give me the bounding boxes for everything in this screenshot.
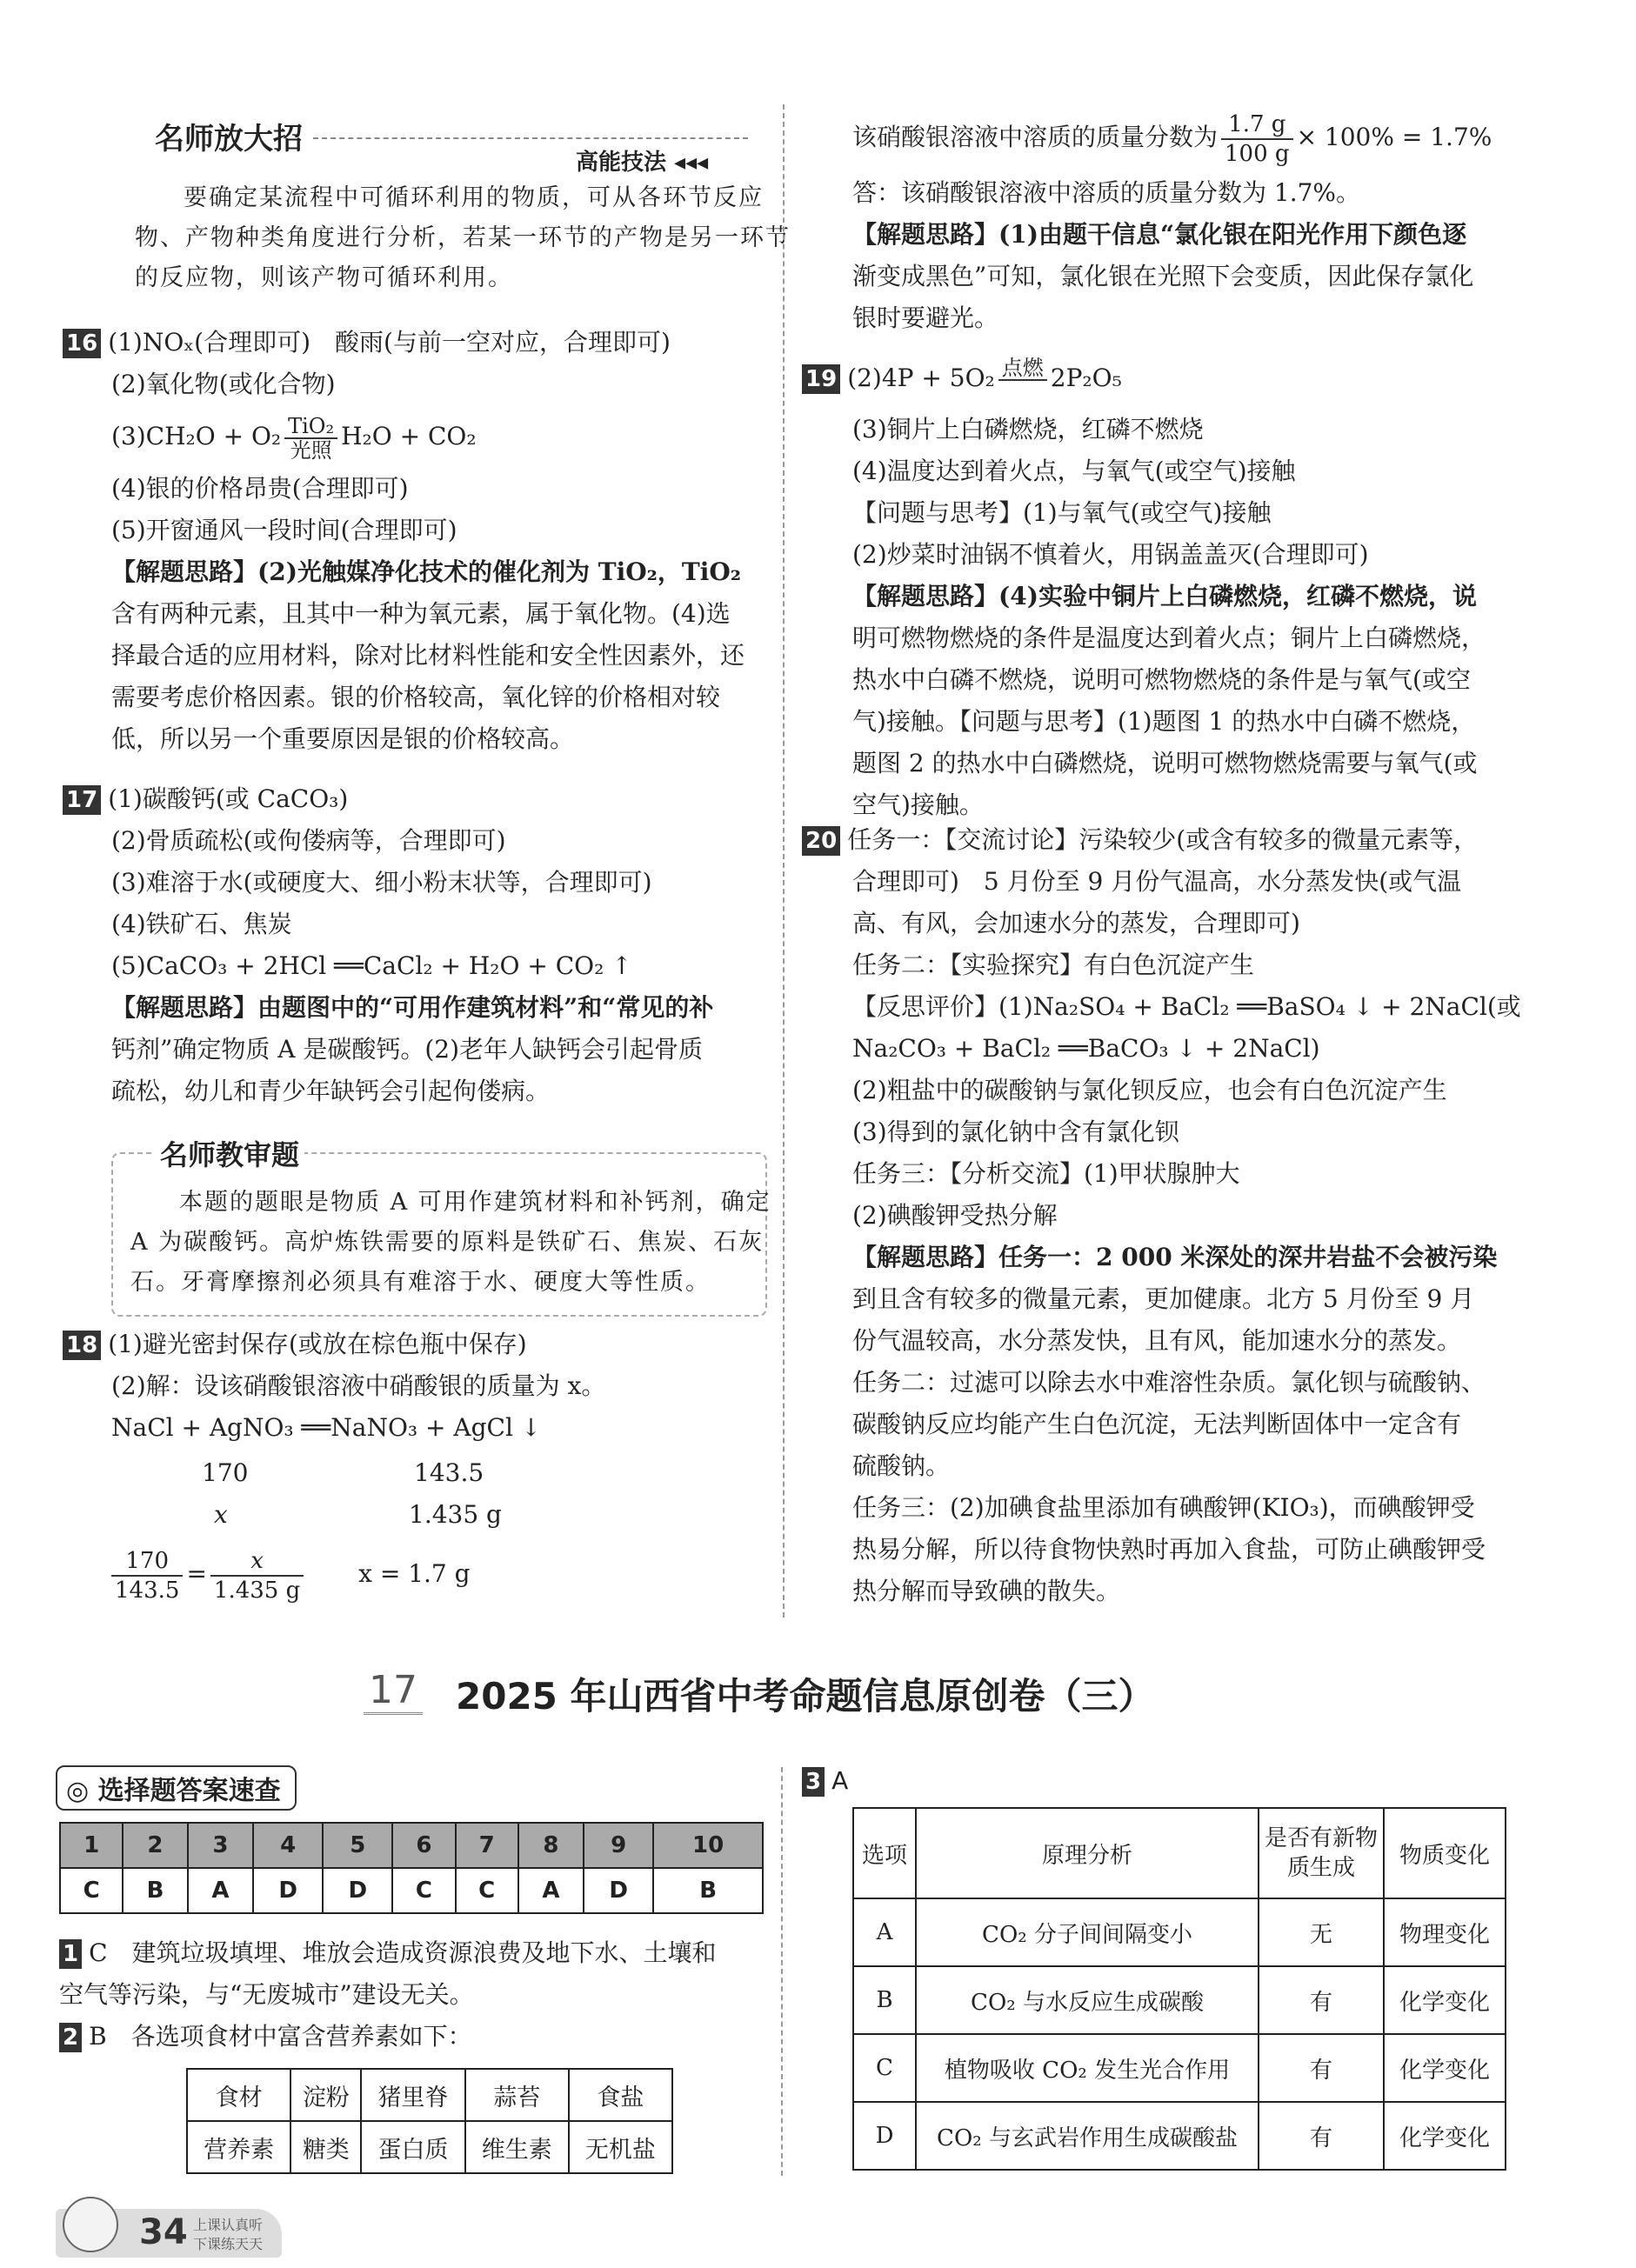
q16-line: (4)银的价格昂贵(合理即可) — [111, 474, 409, 503]
grid-answer: D — [253, 1868, 323, 1913]
grid-num: 2 — [123, 1823, 188, 1868]
q3-cell: 选项 — [853, 1808, 916, 1898]
q17-analysis-line: 【解题思路】由题图中的“可用作建筑材料”和“常见的补 — [111, 993, 714, 1022]
nutrient-row — [187, 2121, 672, 2173]
q3-cell: 植物吸收 CO₂ 发生光合作用 — [916, 2034, 1259, 2102]
tag-icon: ◎ — [66, 1776, 98, 1806]
q20-line: (3)得到的氯化钠中含有氯化钡 — [852, 1117, 1179, 1146]
answer-grid — [59, 1822, 764, 1914]
footer-slogan: 上课认真听 — [193, 2217, 264, 2233]
q16-analysis-line: 【解题思路】(2)光触媒净化技术的催化剂为 TiO₂，TiO₂ — [111, 557, 741, 586]
exam-line: 石。牙膏摩擦剂必须具有难溶于水、硬度大等性质。 — [130, 1269, 711, 1296]
equals: = — [186, 1559, 207, 1588]
nutrient-table — [186, 2068, 673, 2174]
q18-line: (2)解：设该硝酸银溶液中硝酸银的质量为 x。 — [111, 1371, 606, 1400]
q16-analysis-line: 需要考虑价格因素。银的价格较高，氧化锌的价格相对较 — [111, 683, 721, 711]
frac-bottom: 100 g — [1225, 140, 1290, 167]
q20-analysis-line: 硫酸钠。 — [852, 1451, 951, 1480]
q1-line: 空气等污染，与“无废城市”建设无关。 — [59, 1980, 474, 2009]
nutrient-cell: 食盐 — [569, 2069, 672, 2121]
grid-num: 9 — [584, 1823, 653, 1868]
q18-ratio-2b: 1.435 g — [409, 1500, 502, 1529]
grid-answer: A — [518, 1868, 584, 1913]
q3-number: 3 — [802, 1767, 825, 1797]
q19-line: (2)炒菜时油锅不慎着火，用锅盖盖灭(合理即可) — [852, 540, 1369, 569]
eq-catalyst: TiO₂ — [284, 415, 337, 439]
exam-title: 名师教审题 — [155, 1133, 304, 1173]
exam-line: A 为碳酸钙。高炉炼铁需要的原料是铁矿石、焦炭、石灰 — [130, 1229, 765, 1256]
exam-line: 本题的题眼是物质 A 可用作建筑材料和补钙剂，确定 — [179, 1189, 771, 1216]
q20-number: 20 — [802, 826, 840, 856]
r-analysis-line: 银时要避光。 — [852, 304, 999, 332]
eq-left: (2)4P + 5O₂ — [847, 364, 995, 392]
q18-ratio-2a: x — [214, 1500, 228, 1529]
answer-grid-row — [60, 1868, 763, 1913]
bottom-left-block — [59, 1932, 717, 2058]
q3-row — [853, 2102, 1506, 2170]
footer-slogan: 下课练天天 — [193, 2236, 264, 2252]
q3-cell: D — [853, 2102, 916, 2170]
nutrient-cell: 猪里脊 — [361, 2069, 464, 2121]
q17-analysis-line: 疏松，幼儿和青少年缺钙会引起佝偻病。 — [111, 1077, 551, 1105]
q3-cell: 化学变化 — [1384, 1966, 1506, 2034]
q19-line: 【问题与思考】(1)与氧气(或空气)接触 — [852, 498, 1272, 527]
q20-line: (2)粗盐中的碳酸钠与氯化钡反应，也会有白色沉淀产生 — [852, 1076, 1447, 1104]
r1-text: 该硝酸银溶液中溶质的质量分数为 — [852, 123, 1219, 151]
q19-analysis-line: 热水中白磷不燃烧，说明可燃物燃烧的条件是与氧气(或空 — [852, 665, 1471, 694]
grid-num: 6 — [392, 1823, 455, 1868]
eq-right: H₂O + CO₂ — [341, 422, 477, 450]
q20-line: 任务三：【分析交流】(1)甲状腺肿大 — [852, 1159, 1240, 1188]
grid-num: 8 — [518, 1823, 584, 1868]
grid-answer: D — [584, 1868, 653, 1913]
q16-equation — [63, 405, 745, 468]
tip-line: 物、产物种类角度进行分析，若某一环节的产物是另一环节 — [135, 224, 791, 251]
grid-num: 10 — [653, 1823, 763, 1868]
section-number: 17 — [364, 1668, 423, 1715]
nutrient-cell: 蛋白质 — [361, 2121, 464, 2173]
page-number: 34 — [139, 2212, 188, 2252]
nutrient-cell: 淀粉 — [290, 2069, 361, 2121]
q3-row — [853, 2034, 1506, 2102]
q17-line: (3)难溶于水(或硬度大、细小粉末状等，合理即可) — [111, 868, 652, 897]
q20-analysis-line: 任务三：(2)加碘食盐里添加有碘酸钾(KIO₃)，而碘酸钾受 — [852, 1493, 1475, 1522]
q18-result: x = 1.7 g — [358, 1559, 471, 1588]
q20-analysis-line: 份气温较高，水分蒸发快，且有风，能加速水分的蒸发。 — [852, 1326, 1462, 1355]
q3-cell: B — [853, 1966, 916, 2034]
q1-line: C 建筑垃圾填埋、堆放会造成资源浪费及地下水、土壤和 — [89, 1938, 717, 1967]
r-line: 答：该硝酸银溶液中溶质的质量分数为 1.7%。 — [852, 178, 1361, 207]
grid-answer: B — [653, 1868, 763, 1913]
q17-line: (1)碳酸钙(或 CaCO₃) — [108, 784, 349, 813]
grid-num: 7 — [456, 1823, 518, 1868]
q20-line: 任务一：【交流讨论】污染较少(或含有较多的微量元素等， — [847, 825, 1479, 854]
q20-line: 高、有风，会加速水分的蒸发，合理即可) — [852, 909, 1300, 937]
tip-line: 的反应物，则该产物可循环利用。 — [135, 264, 513, 291]
grid-answer: D — [323, 1868, 392, 1913]
q3-cell: 有 — [1259, 2034, 1384, 2102]
q3-table — [852, 1807, 1506, 2171]
q17-number: 17 — [63, 785, 101, 815]
q17-line: (2)骨质疏松(或佝偻病等，合理即可) — [111, 826, 506, 855]
grid-num: 3 — [188, 1823, 253, 1868]
q20-analysis-line: 【解题思路】任务一：2 000 米深处的深井岩盐不会被污染 — [852, 1243, 1498, 1271]
q3-cell: A — [853, 1898, 916, 1966]
q20-line: 任务二：【实验探究】有白色沉淀产生 — [852, 951, 1255, 979]
tip-subtitle: 高能技法 ◂◂◂ — [576, 150, 709, 176]
q3-cell: CO₂ 与水反应生成碳酸 — [916, 1966, 1259, 2034]
q19-analysis-line: 空气)接触。 — [852, 790, 984, 819]
q20-analysis-line: 碳酸钠反应均能产生白色沉淀，无法判断固体中一定含有 — [852, 1410, 1462, 1438]
q18-proportion — [108, 1539, 471, 1609]
tip-line: 要确定某流程中可循环利用的物质，可从各环节反应 — [184, 184, 764, 211]
q18-continued — [852, 103, 1492, 172]
q19-analysis-line: 题图 2 的热水中白磷燃烧，说明可燃物燃烧需要与氧气(或 — [852, 749, 1478, 777]
q18-block — [63, 1324, 605, 1449]
q17-line: (5)CaCO₃ + 2HCl ══CaCl₂ + H₂O + CO₂ ↑ — [111, 951, 632, 980]
q16-analysis-line: 含有两种元素，且其中一种为氧元素，属于氧化物。(4)选 — [111, 599, 731, 628]
q2-number: 2 — [59, 2023, 82, 2052]
exam-text — [130, 1183, 771, 1303]
q3-cell: C — [853, 2034, 916, 2102]
nutrient-cell: 蒜苔 — [465, 2069, 569, 2121]
q3-cell: 化学变化 — [1384, 2034, 1506, 2102]
r1-result: × 100% = 1.7% — [1296, 123, 1492, 151]
q18-ratio-1b: 143.5 — [414, 1458, 484, 1487]
r-block-1 — [852, 172, 1473, 339]
q16-analysis-line: 低，所以另一个重要原因是银的价格较高。 — [111, 724, 575, 753]
q20-line: (2)碘酸钾受热分解 — [852, 1201, 1058, 1230]
q19-analysis-line: 【解题思路】(4)实验中铜片上白磷燃烧，红磷不燃烧，说 — [852, 582, 1477, 610]
q16-line: (2)氧化物(或化合物) — [111, 370, 336, 398]
q2-line: B 各选项食材中富含营养素如下： — [89, 2022, 472, 2051]
q3-header-row — [853, 1808, 1506, 1898]
section-title: 2025 年山西省中考命题信息原创卷（三） — [456, 1675, 1155, 1718]
q17-analysis-line: 钙剂”确定物质 A 是碳酸钙。(2)老年人缺钙会引起骨质 — [111, 1035, 704, 1064]
quick-title-text: 选择题答案速查 — [97, 1776, 281, 1806]
q3-cell: 原理分析 — [916, 1808, 1259, 1898]
q20-line: Na₂CO₃ + BaCl₂ ══BaCO₃ ↓ + 2NaCl) — [852, 1034, 1320, 1063]
q17-block — [63, 778, 713, 1112]
q19-line: (3)铜片上白磷燃烧，红磷不燃烧 — [852, 415, 1204, 444]
q3-answer: A — [831, 1766, 849, 1795]
q3-cell: CO₂ 分子间间隔变小 — [916, 1898, 1259, 1966]
q18-number: 18 — [63, 1331, 101, 1360]
answer-grid-header — [60, 1823, 763, 1868]
q3-cell: 是否有新物质生成 — [1259, 1808, 1384, 1898]
frac-bottom: 143.5 — [115, 1577, 180, 1604]
eq-condition: 点燃 — [998, 357, 1047, 381]
q20-analysis-line: 热分解而导致碘的散失。 — [852, 1577, 1121, 1605]
q19-block — [802, 348, 1486, 826]
eq-left: (3)CH₂O + O₂ — [111, 422, 282, 450]
q3-cell: 无 — [1259, 1898, 1384, 1966]
q20-line: 【反思评价】(1)Na₂SO₄ + BaCl₂ ══BaSO₄ ↓ + 2NaCl(或 — [852, 992, 1521, 1021]
q18-line: (1)避光密封保存(或放在棕色瓶中保存) — [108, 1330, 527, 1358]
nutrient-cell: 维生素 — [465, 2121, 569, 2173]
tip-title: 名师放大招 — [155, 122, 303, 157]
grid-answer: C — [392, 1868, 455, 1913]
q16-line: (5)开窗通风一段时间(合理即可) — [111, 516, 457, 544]
q20-analysis-line: 到且含有较多的微量元素，更加健康。北方 5 月份至 9 月 — [852, 1284, 1475, 1313]
q19-number: 19 — [802, 364, 840, 394]
eq-condition: 光照 — [290, 437, 332, 463]
frac-top: 1.7 g — [1221, 110, 1293, 140]
q20-block — [802, 819, 1521, 1612]
q19-analysis-line: 气)接触。【问题与思考】(1)题图 1 的热水中白磷不燃烧， — [852, 707, 1476, 736]
q1-number: 1 — [59, 1939, 82, 1969]
grid-answer: C — [60, 1868, 123, 1913]
page-footer — [56, 2209, 282, 2258]
bottom-column-divider — [781, 1767, 783, 2176]
q20-analysis-line: 任务二：过滤可以除去水中难溶性杂质。氯化钡与硫酸钠、 — [852, 1368, 1486, 1397]
column-divider — [783, 104, 785, 1618]
q19-analysis-line: 明可燃物燃烧的条件是温度达到着火点；铜片上白磷燃烧， — [852, 624, 1486, 652]
grid-num: 1 — [60, 1823, 123, 1868]
grid-num: 4 — [253, 1823, 323, 1868]
frac-top: 170 — [111, 1547, 183, 1577]
q3-cell: 物理变化 — [1384, 1898, 1506, 1966]
tip-text — [135, 178, 791, 298]
q16-block — [63, 322, 745, 760]
nutrient-cell: 无机盐 — [569, 2121, 672, 2173]
r-analysis-line: 渐变成黑色”可知，氯化银在光照下会变质，因此保存氯化 — [852, 262, 1474, 290]
quick-title — [56, 1765, 297, 1811]
q3-row — [853, 1898, 1506, 1966]
q16-line: (1)NOₓ(合理即可) 酸雨(与前一空对应，合理即可) — [108, 328, 671, 357]
grid-num: 5 — [323, 1823, 392, 1868]
q18-line: NaCl + AgNO₃ ══NaNO₃ + AgCl ↓ — [111, 1413, 542, 1442]
grid-answer: A — [188, 1868, 253, 1913]
q19-line: (4)温度达到着火点，与氧气(或空气)接触 — [852, 457, 1296, 485]
q16-number: 16 — [63, 329, 101, 358]
q18-ratio-1a: 170 — [202, 1458, 249, 1487]
q17-line: (4)铁矿石、焦炭 — [111, 910, 292, 938]
grid-answer: C — [456, 1868, 518, 1913]
grid-answer: B — [123, 1868, 188, 1913]
q3-cell: 有 — [1259, 1966, 1384, 2034]
q3-cell: 化学变化 — [1384, 2102, 1506, 2170]
r-analysis-line: 【解题思路】(1)由题干信息“氯化银在阳光作用下颜色逐 — [852, 220, 1467, 249]
nutrient-cell: 糖类 — [290, 2121, 361, 2173]
mascot-icon — [63, 2197, 118, 2252]
frac-bottom: 1.435 g — [213, 1577, 301, 1604]
nutrient-cell: 营养素 — [187, 2121, 290, 2173]
q16-analysis-line: 择最合适的应用材料，除对比材料性能和安全性因素外，还 — [111, 641, 745, 670]
q3-cell: 物质变化 — [1384, 1808, 1506, 1898]
eq-right: 2P₂O₅ — [1050, 364, 1122, 392]
q3-cell: CO₂ 与玄武岩作用生成碳酸盐 — [916, 2102, 1259, 2170]
nutrient-cell: 食材 — [187, 2069, 290, 2121]
q3-cell: 有 — [1259, 2102, 1384, 2170]
frac-top: x — [210, 1547, 304, 1577]
q20-line: 合理即可) 5 月份至 9 月份气温高，水分蒸发快(或气温 — [852, 867, 1462, 896]
q3-row — [853, 1966, 1506, 2034]
tip-rule — [313, 137, 748, 139]
nutrient-header-row — [187, 2069, 672, 2121]
q3-line — [802, 1760, 848, 1802]
q20-analysis-line: 热易分解，所以待食物快熟时再加入食盐，可防止碘酸钾受 — [852, 1535, 1486, 1564]
